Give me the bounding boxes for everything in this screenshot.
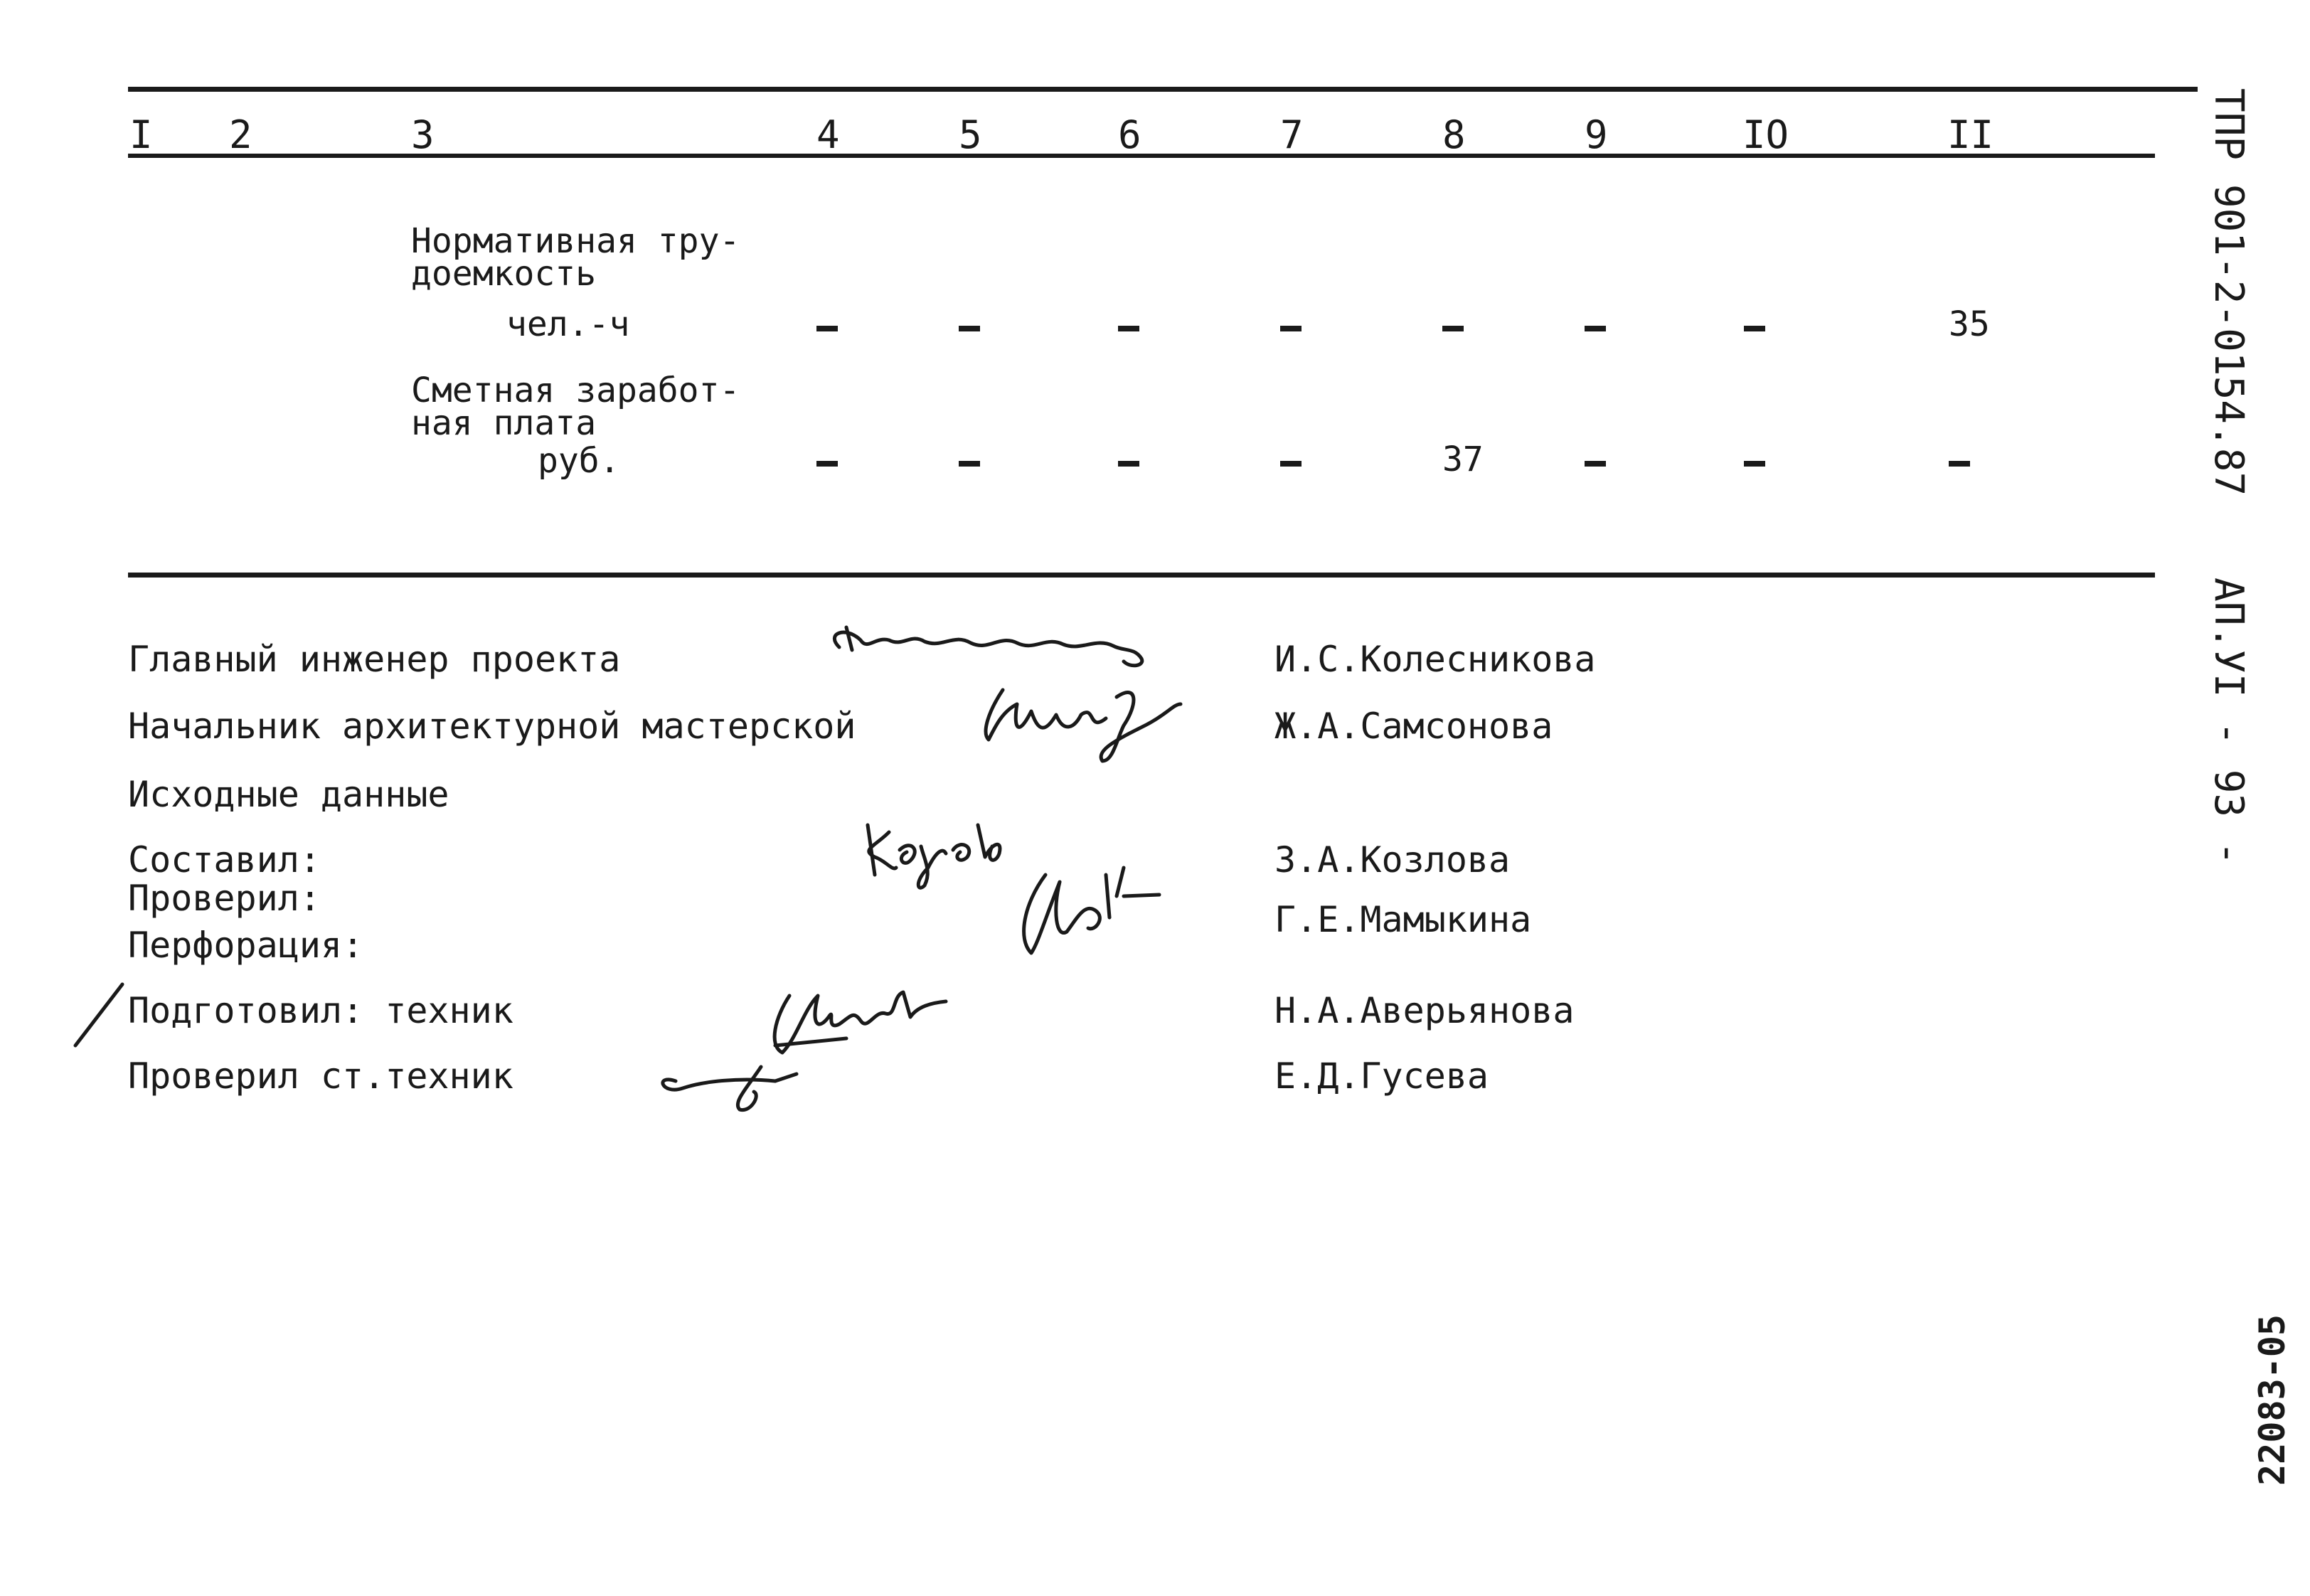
table-cell-value: 37 (1442, 440, 1484, 479)
signature-kolesnikova (818, 619, 1152, 676)
name-mamykina: Г.Е.Мамыкина (1274, 899, 1532, 940)
document-code: ТПР 901-2-0154.87 (2205, 88, 2252, 496)
row-label (411, 221, 740, 294)
table-cell-dash (816, 326, 838, 331)
table-cell-dash (1744, 326, 1765, 331)
column-number: 8 (1442, 112, 1466, 157)
role-compiled: Составил: (128, 839, 321, 881)
name-kolesnikova: И.С.Колесникова (1274, 639, 1596, 680)
row-label (411, 371, 740, 443)
name-samsonova: Ж.А.Самсонова (1274, 706, 1553, 747)
table-cell-dash (1585, 326, 1606, 331)
pen-slash-mark (71, 981, 128, 1053)
signature-kozlov (853, 818, 1017, 896)
signature-mamykina (1017, 861, 1181, 960)
column-number: 3 (411, 112, 435, 157)
column-number: IO (1742, 112, 1789, 157)
column-number: II (1947, 112, 1994, 157)
table-cell-dash (1949, 461, 1970, 467)
table-cell-dash (1585, 461, 1606, 467)
section-rule (128, 573, 2155, 578)
column-number: 6 (1118, 112, 1141, 157)
column-number: 9 (1585, 112, 1608, 157)
column-number: 7 (1280, 112, 1304, 157)
table-cell-dash (816, 461, 838, 467)
role-checked: Проверил: (128, 878, 321, 919)
table-cell-dash (1118, 326, 1139, 331)
row-label-line: Нормативная тру- (411, 221, 740, 261)
role-initial-data: Исходные данные (128, 774, 449, 815)
column-number: 5 (959, 112, 982, 157)
role-perforation: Перфорация: (128, 925, 364, 966)
column-number: I (129, 112, 153, 157)
row-label-line: ная плата (411, 403, 597, 443)
row-label-line: доемкость (411, 254, 597, 294)
role-prepared: Подготовил: техник (128, 990, 513, 1031)
table-cell-dash (959, 461, 980, 467)
signature-guseva (654, 1053, 861, 1117)
table-cell-dash (1118, 461, 1139, 467)
table-cell-dash (1280, 461, 1302, 467)
role-head-of-workshop: Начальник архитектурной мастерской (128, 706, 856, 747)
row-unit: чел.-ч (506, 304, 630, 344)
sheet-number: АП.УI - 93 - (2205, 578, 2252, 866)
table-cell-dash (1280, 326, 1302, 331)
table-cell-dash (1744, 461, 1765, 467)
top-rule (128, 87, 2198, 92)
order-number: 22083-05 (2252, 1314, 2293, 1486)
role-chief-engineer: Главный инженер проекта (128, 639, 621, 680)
column-number: 4 (816, 112, 840, 157)
row-unit: руб. (538, 441, 620, 481)
signature-averyanova (761, 981, 967, 1060)
column-number: 2 (229, 112, 252, 157)
name-averyanova: Н.А.Аверьянова (1274, 990, 1575, 1031)
role-checked-senior: Проверил ст.техник (128, 1055, 513, 1097)
signature-samsonova (974, 683, 1188, 768)
row-label-line: Сметная заработ- (411, 371, 740, 410)
table-cell-dash (959, 326, 980, 331)
name-guseva: Е.Д.Гусева (1274, 1055, 1489, 1097)
table-cell-value: 35 (1949, 304, 1990, 344)
table-cell-dash (1442, 326, 1464, 331)
name-kozlova: З.А.Козлова (1274, 839, 1511, 881)
